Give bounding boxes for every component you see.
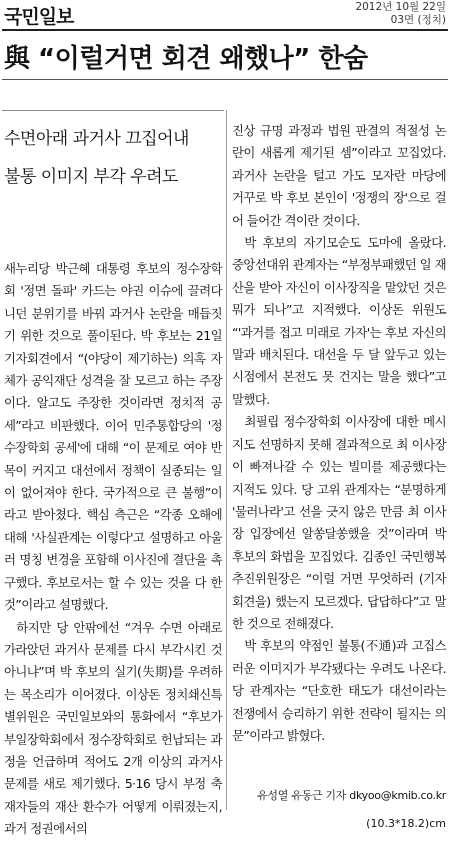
paragraph: 박 후보의 자기모순도 도마에 올랐다. 중앙선대위 관계자는 “부정부패했던 일 재산을 받아 자신이 이사장직을 맡았던 것은 뭐가 되나”고 지적했다. 이상돈 위원도 “'과거를 접고 미래로 가자'는 후보 자신의 말과 배치된다. 대선을 두 달 앞두고 있는 시점에서 본전도 못 건지는 말을 했다”고 말했다.: [232, 235, 446, 407]
subhead-line-1: 수면아래 과거사 끄집어내: [4, 129, 189, 149]
issue-date: 2012년 10월 22일: [355, 1, 446, 13]
paragraph: 박 후보의 약점인 불통(不通)과 고집스러운 이미지가 부각됐다는 우려도 나온다. 당 관계자는 “단호한 태도가 대선이라는 전쟁에서 승리하기 위한 전략이 될지는 의문”이라고 밝혔다.: [232, 638, 446, 743]
page-section: 03면 (정치): [390, 14, 446, 26]
paragraph: 하지만 당 안팎에선 “겨우 수면 아래로 가라앉던 과거사 문제를 다시 부각시킨 것 아니냐”며 박 후보의 실기(失期)를 우려하는 목소리가 이어졌다. 이상돈 정치쇄신특별위원은 국민일보와의 통화에서 “후보가 부일장학회에서 정수장학회로 헌납되는 과정을 언급하며 적어도 2개 이상의 과거사 문제를 새로 제기했다. 5·16 당시 부정 축재자들의 재산 환수가 어떻게 이뤄졌는지, 과거 정권에서의: [4, 619, 222, 837]
masthead-rule: [2, 29, 448, 31]
paragraph: 최필립 정수장학회 이사장에 대한 메시지도 선명하지 못해 결과적으로 최 이사장이 빠져나갈 수 있는 빌미를 제공했다는 지적도 있다. 당 고위 관계자는 “분명하게 '물러나라'고 선을 긋지 않은 만큼 최 이사장 입장에선 알쏭달쏭했을 것”이라며 박 후보의 화법을 꼬집었다. 김종인 국민행복추진위원장은 “이럴 거면 무엇하러 (기자회견을) 했는지 모르겠다. 답답하다”고 말한 것으로 전해졌다.: [232, 414, 446, 631]
article-right-column: [232, 120, 446, 747]
subhead: [4, 120, 222, 196]
issue-date-block: [355, 1, 446, 27]
masthead: [2, 0, 448, 30]
byline: 유성열 유동근 기자 dkyoo@kmib.co.kr: [257, 789, 446, 802]
clip-size: (10.3*18.2)cm: [366, 817, 446, 830]
headline-rule: [2, 79, 448, 80]
column-divider: [226, 110, 227, 810]
headline: 與 “이럴거면 회견 왜했나” 한숨: [4, 44, 368, 74]
subhead-line-2: 불통 이미지 부각 우려도: [4, 167, 178, 187]
paragraph: 진상 규명 과정과 법원 판결의 적절성 논란이 새롭게 제기된 셈”이라고 꼬집었다. 과거사 논란을 털고 가도 모자란 마당에 거꾸로 박 후보 본인이 '정쟁의 장'으로 걸어 들어간 격이란 것이다.: [232, 123, 446, 228]
newspaper-logo: 국민일보: [4, 6, 74, 28]
article-left-column: [4, 258, 222, 841]
subhead-rule: [2, 110, 224, 111]
paragraph: 새누리당 박근혜 대통령 후보의 정수장학회 '정면 돌파' 카드는 야권 이슈에 끌려다니던 분위기를 바꿔 과거사 논란을 매듭짓기 위한 것으로 풀이된다. 박 후보는 21일 기자회견에서 “(야당이 제기하는) 의혹 자체가 공익재단 성격을 잘 모르고 하는 주장이다. 알고도 주장한 것이라면 정치적 공세”라고 비판했다. 이어 민주통합당의 '정수장학회 공세'에 대해 “이 문제로 여야 반목이 커지고 대선에서 정책이 실종되는 일이 없어져야 한다. 국가적으로 큰 불행”이라고 받아쳤다. 핵심 측근은 “각종 오해에 대해 '사실관계는 이렇다'고 설명하고 아울러 명칭 변경을 포함해 이사진에 결단을 촉구했다. 후보로서는 할 수 있는 것을 다 한 것”이라고 설명했다.: [4, 261, 222, 613]
